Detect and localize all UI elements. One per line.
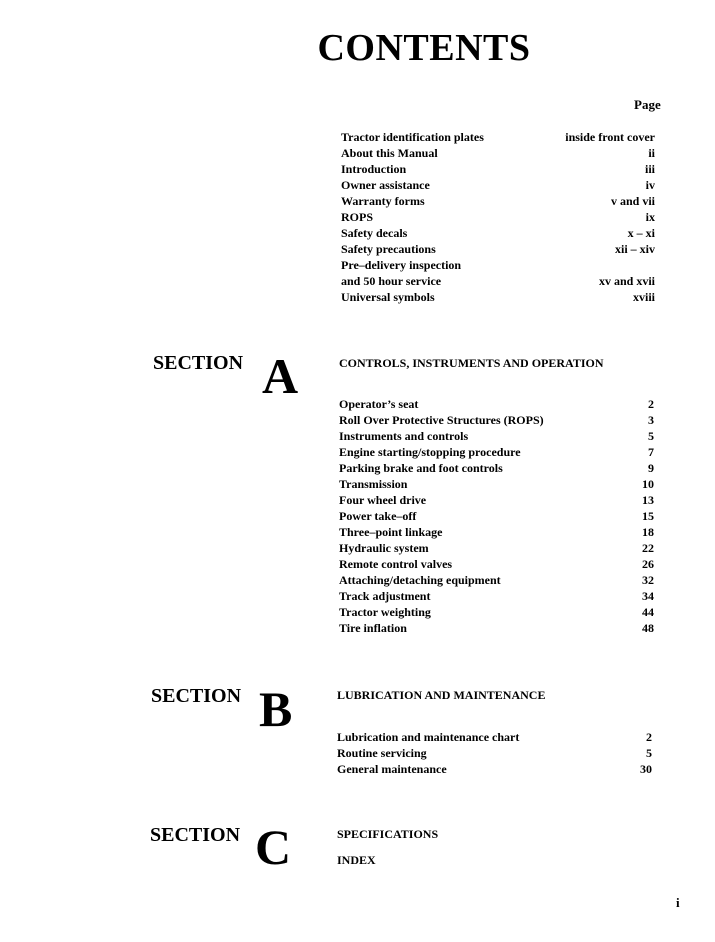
- toc-entry-title: Pre–delivery inspection: [341, 258, 462, 272]
- toc-entry-title: Owner assistance: [341, 178, 430, 192]
- toc-entry-page: 26: [642, 557, 654, 571]
- section-c-label: SECTION: [150, 824, 241, 846]
- toc-row[interactable]: [339, 524, 654, 540]
- toc-entry-page: iv: [645, 178, 655, 192]
- toc-entry-page: 15: [642, 509, 654, 523]
- toc-entry-page: x – xi: [627, 226, 655, 240]
- toc-row[interactable]: [341, 145, 655, 161]
- toc-entry-title: Hydraulic system: [339, 541, 429, 555]
- toc-entry-page: ii: [648, 146, 655, 160]
- page-title: CONTENTS: [317, 27, 531, 69]
- toc-row[interactable]: [341, 273, 655, 289]
- toc-entry-page: 7: [648, 445, 654, 459]
- toc-row[interactable]: [339, 508, 654, 524]
- toc-row[interactable]: [341, 129, 655, 145]
- toc-row[interactable]: [341, 193, 655, 209]
- toc-row[interactable]: [341, 225, 655, 241]
- toc-entry-title: Lubrication and maintenance chart: [337, 730, 520, 744]
- section-b-letter: B: [259, 681, 293, 737]
- toc-row[interactable]: [339, 572, 654, 588]
- toc-row[interactable]: [339, 556, 654, 572]
- section-b-heading: LUBRICATION AND MAINTENANCE: [337, 688, 546, 702]
- toc-entry-title: General maintenance: [337, 762, 447, 776]
- toc-entry-title: Universal symbols: [341, 290, 435, 304]
- toc-entry-page: 30: [640, 762, 652, 776]
- toc-entry-page: xii – xiv: [614, 242, 655, 256]
- toc-entry-page: 34: [642, 589, 654, 603]
- toc-row[interactable]: [339, 492, 654, 508]
- toc-entry-title: Three–point linkage: [339, 525, 443, 539]
- toc-row[interactable]: [339, 444, 654, 460]
- toc-entry-title: Attaching/detaching equipment: [339, 573, 501, 587]
- toc-entry-title: Operator’s seat: [339, 397, 419, 411]
- section-a-heading: CONTROLS, INSTRUMENTS AND OPERATION: [339, 356, 604, 370]
- toc-entry-title: and 50 hour service: [341, 274, 442, 288]
- toc-entry-title: Track adjustment: [339, 589, 431, 603]
- toc-entry-page: v and vii: [610, 194, 655, 208]
- toc-entry-title: Warranty forms: [341, 194, 425, 208]
- toc-entry-page: 18: [642, 525, 654, 539]
- page-number: i: [676, 895, 680, 910]
- toc-row[interactable]: [337, 745, 652, 761]
- toc-row[interactable]: [339, 396, 654, 412]
- toc-entry-page: inside front cover: [565, 130, 655, 144]
- toc-entry-title: Parking brake and foot controls: [339, 461, 503, 475]
- toc-entry-title: Safety decals: [341, 226, 408, 240]
- toc-entry-title: Routine servicing: [337, 746, 427, 760]
- toc-row[interactable]: [339, 412, 654, 428]
- toc-entry-title: Tractor identification plates: [341, 130, 484, 144]
- index-heading[interactable]: INDEX: [337, 853, 376, 867]
- toc-entry-title: Four wheel drive: [339, 493, 427, 507]
- toc-entry-title: Roll Over Protective Structures (ROPS): [339, 413, 544, 427]
- section-b-label: SECTION: [151, 685, 242, 707]
- toc-entry-page: xv and xvii: [598, 274, 655, 288]
- toc-entry-title: Tire inflation: [339, 621, 407, 635]
- toc-entry-title: Instruments and controls: [339, 429, 469, 443]
- toc-row[interactable]: [341, 289, 655, 305]
- toc-row[interactable]: [339, 540, 654, 556]
- section-c-heading[interactable]: SPECIFICATIONS: [337, 827, 439, 841]
- toc-row[interactable]: [341, 257, 655, 273]
- toc-entry-page: 2: [648, 397, 654, 411]
- toc-entry-page: 22: [642, 541, 654, 555]
- toc-entry-page: ix: [645, 210, 655, 224]
- toc-entry-title: Engine starting/stopping procedure: [339, 445, 521, 459]
- toc-entry-title: About this Manual: [341, 146, 438, 160]
- toc-row[interactable]: [341, 161, 655, 177]
- toc-entry-page: 5: [648, 429, 654, 443]
- toc-entry-page: xviii: [632, 290, 655, 304]
- front-matter-list: [341, 129, 655, 305]
- toc-row[interactable]: [339, 476, 654, 492]
- toc-entry-page: 10: [642, 477, 654, 491]
- toc-entry-page: 32: [642, 573, 654, 587]
- toc-row[interactable]: [339, 428, 654, 444]
- toc-entry-page: 48: [642, 621, 654, 635]
- section-a-letter: A: [262, 348, 299, 404]
- page-column-label: Page: [634, 97, 661, 112]
- toc-row[interactable]: [339, 604, 654, 620]
- toc-entry-page: 44: [642, 605, 654, 619]
- toc-entry-page: 9: [648, 461, 654, 475]
- toc-entry-title: Tractor weighting: [339, 605, 431, 619]
- toc-entry-page: 3: [648, 413, 654, 427]
- toc-entry-title: Safety precautions: [341, 242, 436, 256]
- toc-row[interactable]: [339, 588, 654, 604]
- toc-row[interactable]: [337, 729, 652, 745]
- section-b-list: [337, 729, 652, 777]
- section-c-letter: C: [255, 819, 292, 875]
- toc-row[interactable]: [339, 620, 654, 636]
- toc-entry-title: Remote control valves: [339, 557, 453, 571]
- toc-entry-page: 13: [642, 493, 654, 507]
- toc-entry-title: Power take–off: [339, 509, 417, 523]
- toc-row[interactable]: [341, 209, 655, 225]
- toc-row[interactable]: [337, 761, 652, 777]
- section-a-label: SECTION: [153, 352, 244, 374]
- toc-entry-page: iii: [644, 162, 655, 176]
- toc-row[interactable]: [339, 460, 654, 476]
- toc-entry-title: Transmission: [339, 477, 408, 491]
- toc-row[interactable]: [341, 241, 655, 257]
- toc-entry-page: 2: [646, 730, 652, 744]
- toc-entry-title: ROPS: [341, 210, 374, 224]
- toc-entry-title: Introduction: [341, 162, 407, 176]
- section-a-list: [339, 396, 654, 636]
- toc-entry-page: 5: [646, 746, 652, 760]
- toc-row[interactable]: [341, 177, 655, 193]
